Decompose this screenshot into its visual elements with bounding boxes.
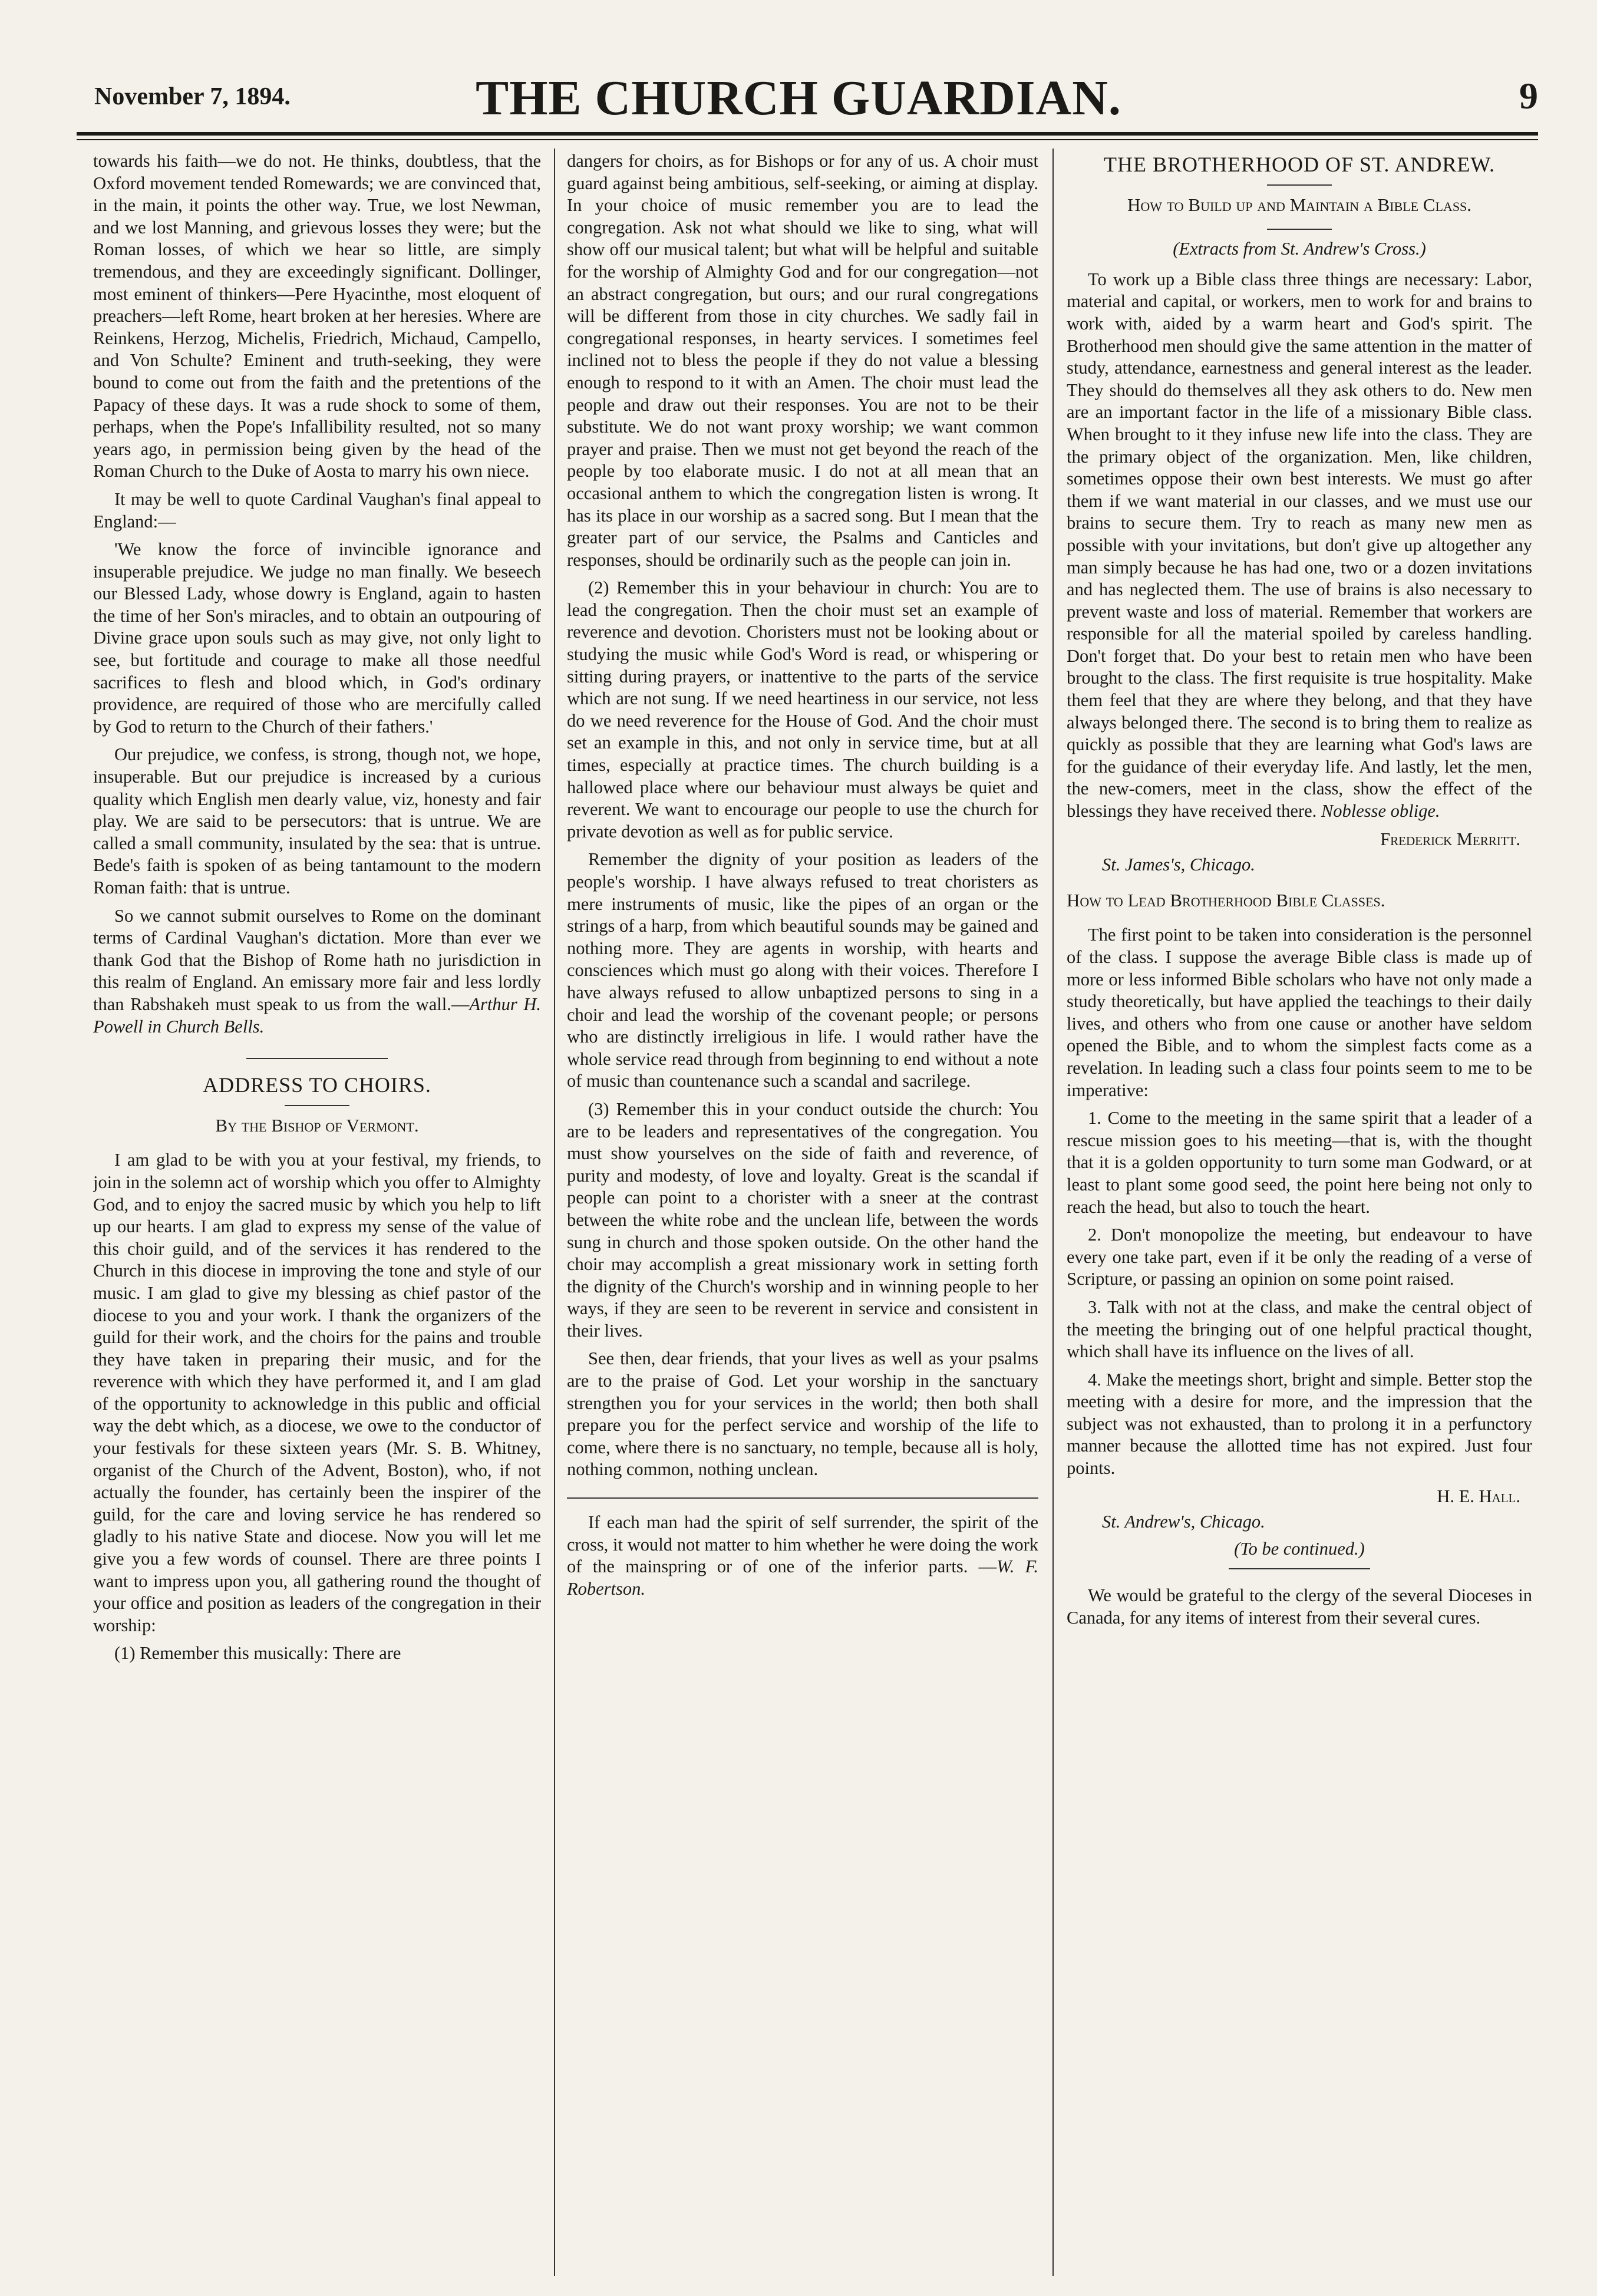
column-divider-1 [554,149,555,2276]
article-paragraph: 2. Don't monopolize the meeting, but endeavour to have every one take part, even if it be only the reading of a verse of Scripture, or passing an opinion on some point raised. [1067,1225,1532,1289]
article-attribution: Arthur H. Powell in Church Bells. [93,994,541,1037]
issue-date: November 7, 1894. [94,83,291,110]
page-number: 9 [1519,75,1538,117]
section-separator [567,1497,1038,1499]
signature: Frederick Merritt. [1380,829,1520,849]
heading-rule [1267,229,1332,230]
section-separator [246,1058,388,1059]
article-paragraph: It may be well to quote Cardinal Vaughan's final appeal to England:— [93,489,541,532]
article-paragraph: The first point to be taken into consideration is the personnel of the class. I suppose the average Bible class is made up of more or less informed Bible scholars who have not only made a study theoretically, but have applied the teachings to their daily lives, and others who from one cause or another have seldom opened the Bible, and to whom the simplest facts come as a revelation. In leading such a class four points seem to me to be imperative: [1067,925,1532,1100]
article-paragraph: dangers for choirs, as for Bishops or for any of us. A choir must guard against being ambitious, self-seeking, or aiming at display. In your choice of music remember you are to lead the congregation. Ask not what should we like to sing, what will show off our musical talent; but what will be helpful and suitable for the worship of Almighty God and for our congregation—not an abstract congregation, but ours; and our rural congregations will be different from those in city churches. We sadly fail in congregational responses, in hearty services. I sometimes feel inclined not to bless the people if they do not value a blessing enough to respond to it with an Amen. The choir must lead the people and draw out their responses. You are not to be their substitute. We do not want proxy worship; we want common prayer and praise. Then we must not get beyond the reach of the people by too elaborate music. I do not at all mean that an occasional anthem to which the congregation listen is wrong. It has its place in our worship as a sacred song. But I mean that the greater part of our service, the Psalms and Canticles and responses, should be ordinarily such as the people can join in. [567,151,1038,570]
continued-note: (To be continued.) [1234,1538,1365,1559]
column-2 [567,150,1038,2278]
column-1 [93,150,541,2278]
article-paragraph: 1. Come to the meeting in the same spirit that a leader of a rescue mission goes to his meeting—that is, with the thought that it is a golden opportunity to turn some man Godward, or at least to plant some good seed, the point here being not only to reach the head, but also to touch the heart. [1067,1108,1532,1217]
bible-classes-subhead: How to Lead Brotherhood Bible Classes. [1067,889,1385,911]
heading-rule [1267,184,1332,186]
section-separator [1229,1568,1370,1569]
heading-rule [285,1105,349,1106]
masthead [0,0,1597,141]
quote-attribution: W. F. Robertson. [567,1556,1038,1599]
quotation-paragraph: 'We know the force of invincible ignorance and insuperable prejudice. We judge no man finally. We beseech our Blessed Lady, whose dowry is England, again to hasten the time of her Son's miracles, and to obtain an outpouring of Divine grace upon souls such as may give, not only light to see, but fortitude and courage to make all those needful sacrifices to flesh and blood which, in God's ordinary providence, are required of those who are mercifully called by God to return to the Church of their fathers.' [93,539,541,737]
brotherhood-subhead: How to Build up and Maintain a Bible Class. [1127,194,1472,215]
signature-place: St. Andrew's, Chicago. [1102,1512,1265,1532]
paragraph-text: If each man had the spirit of self surrender, the spirit of the cross, it would not matter to him whether he were doing the work of the mainspring or of one of the inferior parts. — [567,1512,1038,1577]
paragraph-text: So we cannot submit ourselves to Rome on the dominant terms of Cardinal Vaughan's dictation. More than ever we thank God that the Bishop of Rome hath no jurisdiction in this realm of England. An emissary more fair and less lordly than Rabshakeh must speak to us from the wall.— [93,905,541,1014]
masthead-rule-thick [77,132,1538,136]
article-paragraph: We would be grateful to the clergy of the several Dioceses in Canada, for any items of interest from their several cures. [1067,1585,1532,1628]
article-paragraph: towards his faith—we do not. He thinks, doubtless, that the Oxford movement tended Romewards; we are convinced that, in the main, it points the other way. True, we lost Newman, and we lost Manning, and grievous losses they were; but the Roman losses, of which we hear so little, are simply tremendous, and they are exceedingly significant. Dollinger, most eminent of thinkers—Pere Hyacinthe, most eloquent of preachers—left Rome, heart broken at her heresies. Where are Reinkens, Herzog, Michelis, Friedrich, Michaud, Campello, and Von Schulte? Eminent and truth-seeking, they were bound to come out from the faith and the pretentions of the Papacy of these days. It was a rude shock to some of them, perhaps, when the Pope's Infallibility resulted, not so many years ago, in permission being given by the head of the Roman Church to the Duke of Aosta to marry his own niece. [93,151,541,481]
choirs-heading: ADDRESS TO CHOIRS. [203,1073,431,1097]
newspaper-title: THE CHURCH GUARDIAN. [476,71,1121,126]
masthead-rule-thin [77,139,1538,140]
article-paragraph: Remember the dignity of your position as leaders of the people's worship. I have always refused to treat choristers as mere instruments of music, like the pipes of an organ or the strings of a harp, from which beautiful sounds may be gained and nothing more. They are agents in worship, with hearts and consciences which must go along with their voices. Therefore I have always refused to allow unbaptized persons to sing in a choir and lead the worship of the covenant people; or persons who are distinctly irreligious in life. I would rather have the whole service read through from beginning to end without a note of music than countenance such a scandal and sacrilege. [567,849,1038,1091]
extract-note: (Extracts from St. Andrew's Cross.) [1173,239,1426,259]
article-paragraph [1067,269,1532,823]
column-3 [1067,150,1532,2278]
column-divider-2 [1052,149,1054,2276]
paragraph-text: To work up a Bible class three things are necessary: Labor, material and capital, or workers, men to work for and brains to work with, aided by a warm heart and God's spirit. The Brotherhood men should give the same attention in the matter of study, attendance, earnestness and general interest as the leader. They should do themselves all they ask others to do. New men are an important factor in the life of a missionary Bible class. When brought to it they infuse new life into the class. They are the primary object of the organization. Men, like children, sometimes oppose their own best interests. We must go after them if we want material in our classes, and we must use our brains to secure them. Try to reach as many new men as possible with your invitations, but don't give up altogether any man simply because he has had one, two or a dozen invitations and has neglected them. The use of brains is also necessary to prevent waste and loss of material. Remember that workers are responsible for all the material spoiled by careless handling. Don't forget that. Do your best to retain men who have been brought to the class. The first requisite is true hospitality. Make them feel that they are where they belong, and that they have always belonged there. The second is to bring them to realize as quickly as possible that they are learning what God's laws are for the guidance of their everyday life. And lastly, let the men, the new-comers, meet in the class, show the effect of the blessings they have received there. [1067,269,1532,822]
signature: H. E. Hall. [1437,1486,1520,1506]
article-paragraph: 4. Make the meetings short, bright and simple. Better stop the meeting with a desire for more, and the impression that the subject was not exhausted, than to prolong it in a perfunctory manner because the allotted time has not expired. Just four points. [1067,1369,1532,1479]
quote-paragraph [567,1512,1038,1600]
article-paragraph: (1) Remember this musically: There are [114,1643,401,1664]
article-paragraph [93,905,541,1038]
article-paragraph: (3) Remember this in your conduct outside the church: You are to be leaders and representatives of the congregation. You must show yourselves on the side of faith and reverence, of purity and modesty, of love and loyalty. Great is the scandal if people can point to a chorister with a sneer at the contrast between the white robe and the unclean life, between the words sung in church and those spoken outside. On the other hand the choir may accomplish a great missionary work in setting forth the dignity of the Church's worship and in winning people to her ways, if they are seen to be reverent in service and consistent in their lives. [567,1098,1038,1341]
choirs-byline: By the Bishop of Vermont. [215,1114,419,1136]
article-paragraph: I am glad to be with you at your festival, my friends, to join in the solemn act of worship which you offer to Almighty God, and to enjoy the sacred music by which you help to lift up our hearts. I am glad to express my sense of the value of this choir guild, and of the services it has rendered to the Church in this diocese in improving the tone and style of our music. I am glad to give my blessing as chief pastor of the diocese to you and your work. I thank the organizers of the guild for their work, and the choirs for the pains and trouble they have taken in preparing their music, and for the reverence with which they have performed it, and I am glad of the opportunity to acknowledge in this public and official way the debt which, as a diocese, we owe to the conductor of your festivals for these sixteen years (Mr. S. B. Whitney, organist of the Church of the Advent, Boston), who, if not actually the founder, has certainly been the inspirer of the guild, for the care and loving service he has rendered so gladly to his native State and diocese. Now you will let me give you a few words of counsel. There are three points I want to impress upon you, all gathering round the thought of your office and position as leaders of the congregation in their worship: [93,1150,541,1635]
article-paragraph: Our prejudice, we confess, is strong, though not, we hope, insuperable. But our prejudice is increased by a curious quality which English men dearly value, viz, honesty and fair play. We are said to be persecutors: that is untrue. We are called a small community, insulated by the sea: that is untrue. Bede's faith is spoken of as being tantamount to the modern Roman faith: that is untrue. [93,744,541,898]
brotherhood-heading: THE BROTHERHOOD OF ST. ANDREW. [1103,153,1496,176]
signature-place: St. James's, Chicago. [1102,855,1255,875]
article-paragraph: 3. Talk with not at the class, and make the central object of the meeting the bringing out of one helpful practical thought, which shall have its influence on the lives of all. [1067,1297,1532,1362]
article-paragraph: See then, dear friends, that your lives as well as your psalms are to the praise of God. Let your worship in the sanctuary strengthen you for your services in the world; then both shall prepare you for the perfect service and worship of the life to come, where there is no sanctuary, no temple, because all is holy, nothing common, nothing unclean. [567,1348,1038,1480]
motto: Noblesse oblige. [1321,801,1440,822]
article-paragraph: (2) Remember this in your behaviour in church: You are to lead the congregation. Then the choir must set an example of reverence and devotion. Choristers must not be looking about or studying the music while God's Word is read, or whispering or sitting during prayers, or inattentive to the parts of the service which are not sung. If we need heartiness in our service, not less do we need reverence for the House of God. And the choir must set an example in this, and not only in service time, but at all times, especially at practice times. The church building is a hallowed place where our behaviour must always be quiet and reverent. We want to encourage our people to use the church for private devotion as well as for public service. [567,578,1038,842]
